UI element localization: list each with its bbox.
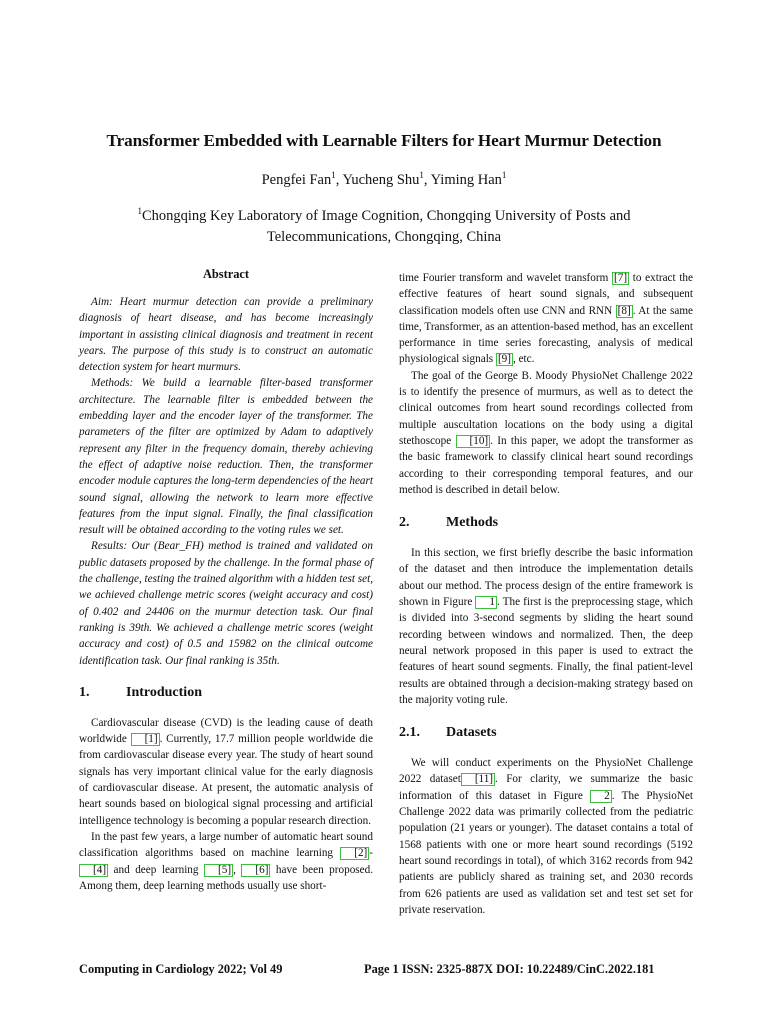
affiliation [60,206,708,248]
author-affil-mark: 1 [331,170,336,181]
author-separator: , [423,172,431,188]
figure-link[interactable]: 2 [590,790,612,803]
section-title: Methods [446,515,499,531]
figure-link[interactable]: 1 [475,596,497,609]
intro-paragraph-continued: time Fourier transform and wavelet transform [7] to extract the effective features of heart sound signals, and subsequent classification models often use CNN and RNN [8] . At the same time, Transformer, as an attention-based method, has an excellent performance in time series forecasting, analysis of medical physiological signals [9] , etc. [399,272,693,366]
intro-paragraph-1: Cardiovascular disease (CVD) is the leading cause of death worldwide [1] . Currently, 17.7 million people worldwide die from cardiovascular disease every year. The study of heart sound signals has very important clinical value for the early diagnosis of cardiovascular disease. At present, the automatic analysis of heart sounds based on biological signal processing and artificial intelligence technology is becoming a popular research direction. [79,716,373,827]
affiliation-line-2: Telecommunications, Chongqing, China [266,229,502,245]
abstract-aim: Aim: Heart murmur detection can provide a preliminary diagnosis of heart disease, and has become increasingly important in assisting clinical diagnosis and treatment in recent years. The purpose of this study is to construct an automatic detection system for heart murmurs. [79,296,373,374]
author-affil-mark: 1 [419,170,424,181]
section-number: 1. [79,684,90,700]
author-list [60,172,708,189]
section-heading-introduction [79,683,373,703]
author-affil-mark: 1 [501,170,507,181]
author-separator: , [335,172,343,188]
section-title: Datasets [446,725,497,741]
section-heading-datasets [399,723,693,743]
datasets-paragraph: We will conduct experiments on the PhysioNet Challenge 2022 dataset [11] . For clarity, we summarize the basic information of this dataset in Figure 2 . The PhysioNet Challenge 2022 data was primarily collected from the pediatric population (21 years or younger). The dataset contains a total of 1568 patients with one or more heart sound recordings (5192 heart sound recordings in total), of which 3162 records from 942 patients are publicly shared as training set, and 2030 records from 626 patients are used as validation set and test set set for private reservation. [399,757,694,916]
left-column [79,266,373,894]
section-heading-methods [399,513,693,533]
right-column [399,270,693,918]
citation-link[interactable]: [11] [461,773,495,786]
methods-paragraph: In this section, we first briefly describe the basic information of the dataset and then introduce the implementation details about our method. The process design of the entire framework is shown in Figure 1 . The first is the preprocessing stage, which is divided into 3-second segments by sliding the heart sound recording between windows and normalized. Then, the deep neural network proposed in this paper is used to extract the features of heart sound segments. Finally, the final patient-level results are obtained through a decision-making strategy based on the majority voting rule. [399,547,693,706]
paper-title: Transformer Embedded with Learnable Filters for Heart Murmur Detection [106,131,662,150]
author-name: Yucheng Shu [342,172,420,188]
citation-link[interactable]: [6] [241,864,270,877]
footer-issn-doi: Page 1 ISSN: 2325-887X DOI: 10.22489/CinC.2022.181 [364,962,655,976]
intro-paragraph-3: The goal of the George B. Moody PhysioNet Challenge 2022 is to identify the presence of murmurs, as well as to detect the clinical outcomes from heart sound recordings collected from multiple auscultation locations on the body using a digital stethoscope [10] . In this paper, we adopt the transformer as the basic framework to classify clinical heart sound recordings according to their corresponding temporal features, and our method is described in detail below. [399,369,694,496]
abstract-heading: Abstract [202,267,250,281]
citation-link[interactable]: [10] [456,435,491,448]
affiliation-line-1: Chongqing Key Laboratory of Image Cognition, Chongqing University of Posts and [141,208,631,224]
citation-link[interactable]: [4] [79,864,108,877]
author-name: Pengfei Fan [261,172,332,188]
citation-link[interactable]: [1] [131,733,160,746]
section-number: 2. [399,515,410,531]
citation-link[interactable]: [2] [340,847,369,860]
citation-link[interactable]: [7] [614,272,628,284]
section-number: 2.1. [399,725,420,741]
citation-link[interactable]: [8] [617,304,631,317]
affiliation-mark: 1 [137,206,142,217]
abstract-methods: Methods: We build a learnable filter-based transformer architecture. The learnable filter is embedded between the embedding layer and the encoder layer of the transformer. The parameters of the filter are optimized by Adam to adaptively represent any filter in the frequency domain, thereby achieving the effect of adaptive noise reduction. Then, the transformer encoder module captures the long-term dependencies of the heart sound signal, allowing the network to learn more effective features from the input signal. Finally, the final classification result will be obtained according to the voting rules we set. [79,377,373,537]
citation-link[interactable]: [9] [497,353,511,366]
footer-journal: Computing in Cardiology 2022; Vol 49 [79,962,283,976]
citation-link[interactable]: [5] [204,864,233,877]
author-name: Yiming Han [430,172,502,188]
section-title: Introduction [126,684,202,700]
abstract-results: Results: Our (Bear_FH) method is trained and validated on public datasets proposed by the challenge. In the formal phase of the challenge, testing the trained algorithm with a hidden test set, we achieved challenge metric scores (weight accuracy and cost) of 0.402 and 24406 on the murmur detection task. Our final ranking is 39th. We achieved a challenge metric scores (weight accuracy and cost) of 0.5 and 15982 on the clinical outcome identification task. Our final ranking is 35th. [79,540,373,667]
intro-paragraph-2: In the past few years, a large number of automatic heart sound classification algorithms based on machine learning [2] -[4] and deep learning [5] , [6] have been proposed. Among them, deep learning methods usually use short- [79,830,373,892]
